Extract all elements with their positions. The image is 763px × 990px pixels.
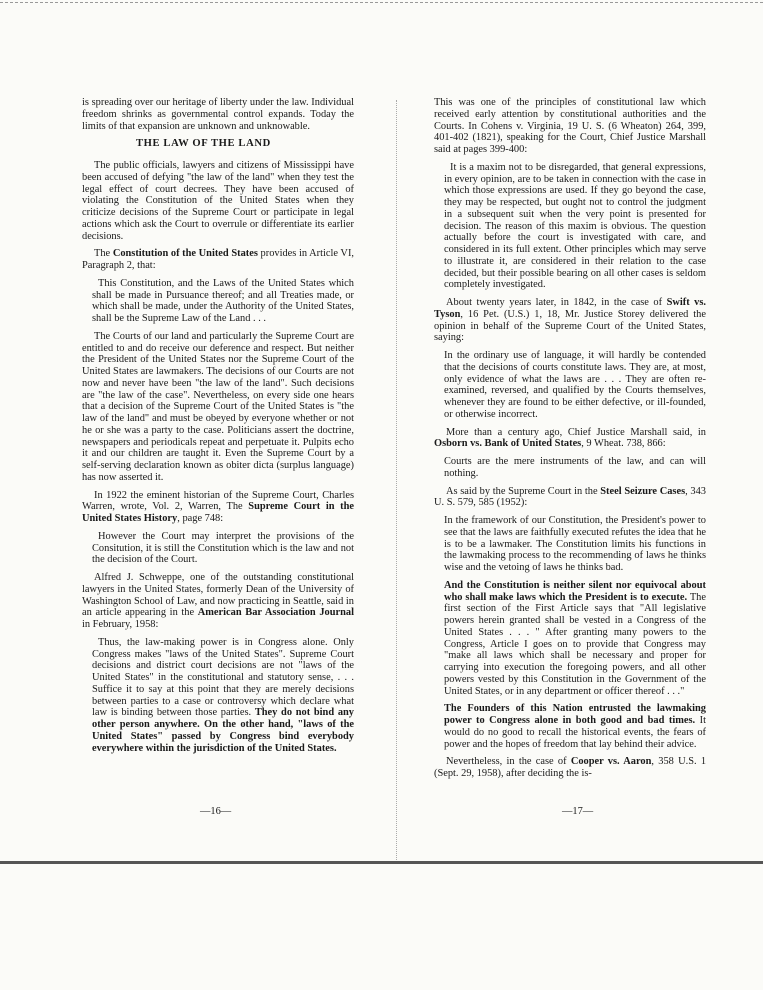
page-number-left: —16— <box>200 806 232 817</box>
paragraph-constitution-provides: The Constitution of the United States provides in Article VI, Paragraph 2, that: <box>82 248 354 272</box>
quote-storey: In the ordinary use of language, it will hardly be contended that the decisions of courts constitute laws. They are, at most, only evidence of what the laws are . . . They are often re-examined, reversed, and qualified by the Courts themselves, whenever they are found to be either defective, or ill-founded, or otherwise incorrect. <box>444 350 706 420</box>
left-page-column <box>82 97 354 760</box>
quote-president-power: In the framework of our Constitution, the President's power to see that the laws are faithfully executed refutes the idea that he is to be a lawmaker. The Constitution limits his functions in the lawmaking process to the recommending of laws he thinks wise and the vetoing of laws he thinks bad. <box>444 515 706 573</box>
paragraph-steel-seizure: As said by the Supreme Court in the Steel Seizure Cases, 343 U. S. 579, 585 (1952): <box>434 485 706 509</box>
intro-paragraph: is spreading over our heritage of liberty under the law. Individual freedom shrinks as governmental control expands. Today the limits of that expansion are unknown and unknowable. <box>82 97 354 132</box>
paragraph-osborn: More than a century ago, Chief Justice Marshall said, in Osborn vs. Bank of United States, 9 Wheat. 738, 866: <box>434 426 706 450</box>
paragraph-accused: The public officials, lawyers and citizens of Mississippi have been accused of defying "the law of the land" when they test the legal effect of court decrees. They have been accused of violating the Constitution of the United States when they criticize decisions of the Supreme Court or participate in legal actions which ask the Court to overrule or differentiate its earlier decisions. <box>82 160 354 242</box>
top-edge-rule <box>0 2 763 3</box>
quote-founders: The Founders of this Nation entrusted the lawmaking power to Congress alone in both good and bad times. It would do no good to recall the historical events, the fears of power and the hopes of freedom that lay behind their advice. <box>444 703 706 750</box>
paragraph-warren: In 1922 the eminent historian of the Supreme Court, Charles Warren, wrote, Vol. 2, Warren, The Supreme Court in the United States History, page 748: <box>82 489 354 525</box>
bottom-edge-rule <box>0 861 763 864</box>
right-page-column <box>434 97 706 786</box>
section-heading: THE LAW OF THE LAND <box>136 138 271 150</box>
page-fold-line <box>396 100 397 860</box>
quote-article-vi: This Constitution, and the Laws of the United States which shall be made in Pursuance thereof; and all Treaties made, or which shall be made, under the Authority of the United States, shall be the Supreme Law of the Land . . . <box>92 277 354 325</box>
quote-constitution-not-silent: And the Constitution is neither silent nor equivocal about who shall make laws which the President is to execute. The first section of the First Article says that "All legislative powers herein granted shall be vested in a Congress of the United States . . . " After granting many powers to the Congress, Article I goes on to provide that Congress may "make all laws which shall be necessary and proper for carrying into execution the foregoing powers, and all other powers vested by this Constitution in the Government of the United States, or in any department or officer thereof . . ." <box>444 579 706 697</box>
quote-schweppe: Thus, the law-making power is in Congress alone. Only Congress makes "laws of the United States". Supreme Court decisions and district court decisions are not "laws of the United States" in the constitutional and statutory sense, . . . Suffice it to say at this point that they are merely decisions between parties to a case or controversy which declare what law is binding between those parties. They do not bind any other person anywhere. On the other hand, "laws of the United States" passed by Congress bind everybody everywhere within the jurisdiction of the United States. <box>92 636 354 754</box>
paragraph-cohens: This was one of the principles of constitutional law which received early attention by constitutional authorities and the Courts. In Cohens v. Virginia, 19 U. S. (6 Wheaton) 264, 399, 401-402 (1821), speaking for the Court, Chief Justice Marshall said at pages 399-400: <box>434 97 706 155</box>
paragraph-schweppe: Alfred J. Schweppe, one of the outstanding constitutional lawyers in the United States, formerly Dean of the University of Washington School of Law, and now practicing in Seattle, said in an article appearing in the American Bar Association Journal in February, 1958: <box>82 572 354 631</box>
paragraph-swift-tyson: About twenty years later, in 1842, in the case of Swift vs. Tyson, 16 Pet. (U.S.) 1, 18, Mr. Justice Storey delivered the opinion in behalf of the Supreme Court of the United States, saying: <box>434 297 706 344</box>
quote-courts-instruments: Courts are the mere instruments of the law, and can will nothing. <box>444 456 706 479</box>
page-number-right: —17— <box>562 806 594 817</box>
quote-marshall-maxim: It is a maxim not to be disregarded, that general expressions, in every opinion, are to be taken in connection with the case in which those expressions are used. If they go beyond the case, they may be respected, but ought not to control the judgment in a subsequent suit when the very point is presented for decision. The reason of this maxim is obvious. The question actually before the court is investigated with care, and considered in its full extent. Other principles which may serve to illustrate it, are considered in their relation to the case decided, but their possible bearing on all other cases is seldom completely investigated. <box>444 161 706 291</box>
paragraph-courts-deference: The Courts of our land and particularly the Supreme Court are entitled to and do receive our deference and respect. But neither the President of the United States nor the Supreme Court of the United States are lawmakers. The decisions of our Courts are not now and never have been "the law of the land". Such decisions are "the law of the case". Nevertheless, on every side one hears that a decision of the Supreme Court of the United States is "the law of the land" and must be obeyed by everyone whether or not he or she was a party to the case. Politicians assert the doctrine, newspapers and periodicals repeat and perpetuate it. Pulpits echo it and our children are taught it. Even the Supreme Court by a self-serving declaration known as obiter dicta (surplus language) has now asserted it. <box>82 330 354 483</box>
paragraph-cooper-aaron: Nevertheless, in the case of Cooper vs. Aaron, 358 U.S. 1 (Sept. 29, 1958), after deciding the is- <box>434 756 707 779</box>
quote-warren: However the Court may interpret the provisions of the Consitution, it is still the Constitution which is the law and not the decision of the Court. <box>92 530 354 566</box>
